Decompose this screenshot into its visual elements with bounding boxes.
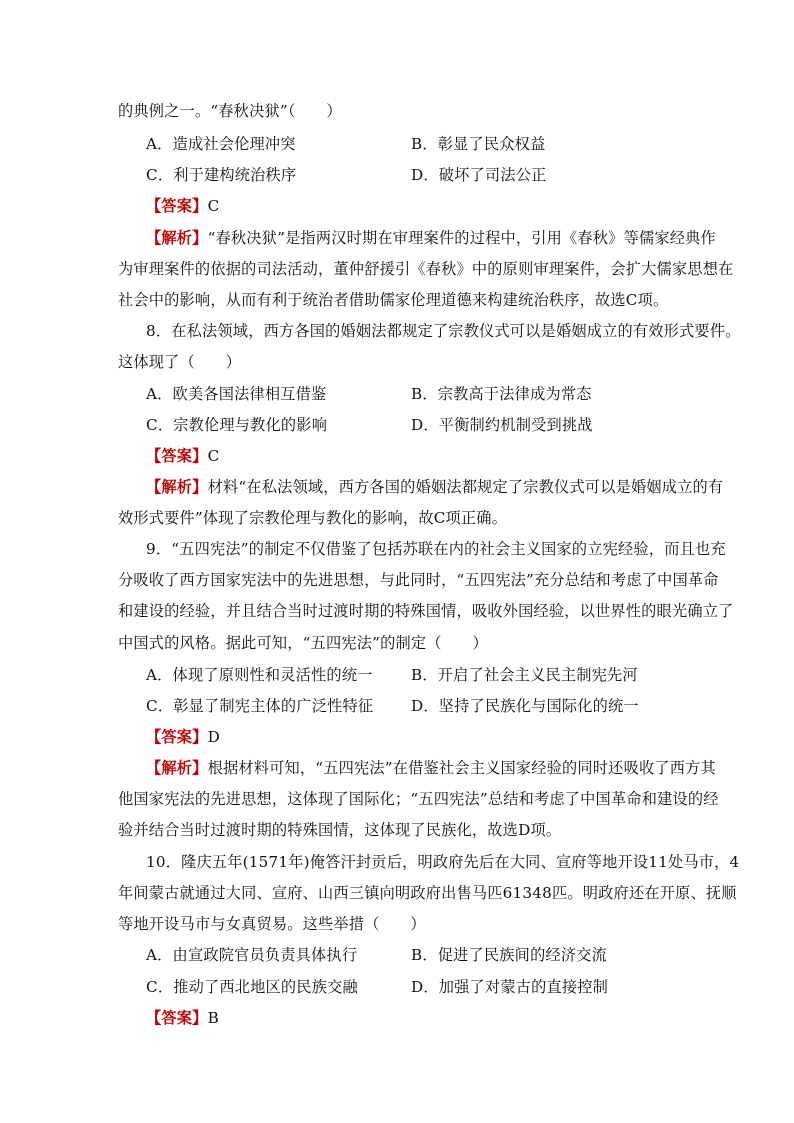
q10-stem-line-2: 年间蒙古就通过大同、宣府、山西三镇向明政府出售马匹61348匹。明政府还在开原、抚顺	[118, 884, 737, 902]
analysis-text: 材料“在私法领域，西方各国的婚姻法都规定了宗教仪式可以是婚姻成立的有	[207, 478, 724, 496]
q7-option-b: B．彰显了民众权益	[411, 135, 546, 153]
q9-analysis-line-1	[146, 757, 716, 779]
q7-option-c: C．利于建构统治秩序	[146, 166, 297, 184]
q8-analysis-line-1	[146, 476, 723, 498]
analysis-tag: 【解析】	[146, 759, 208, 777]
q10-answer	[146, 1007, 219, 1029]
q9-stem-line-3: 和建设的经验，并且结合当时过渡时期的特殊国情，吸收外国经验，以世界性的眼光确立了	[118, 602, 734, 620]
answer-value: C	[207, 197, 220, 215]
analysis-text: 根据材料可知，“五四宪法”在借鉴社会主义国家经验的同时还吸收了西方其	[207, 759, 716, 777]
q9-option-a: A．体现了原则性和灵活性的统一	[146, 666, 373, 684]
q7-analysis-line-3: 社会中的影响，从而有利于统治者借助儒家伦理道德来构建统治秩序，故选C项。	[118, 291, 669, 309]
q9-option-b: B．开启了社会主义民主制宪先河	[411, 666, 638, 684]
answer-value: B	[207, 1009, 219, 1027]
q10-option-d: D．加强了对蒙古的直接控制	[411, 978, 609, 996]
analysis-text: “春秋决狱”是指两汉时期在审理案件的过程中，引用《春秋》等儒家经典作	[207, 229, 716, 247]
q10-option-a: A．由宣政院官员负责具体执行	[146, 946, 358, 964]
answer-value: D	[207, 728, 220, 746]
analysis-tag: 【解析】	[146, 478, 208, 496]
analysis-tag: 【解析】	[146, 229, 208, 247]
answer-tag: 【答案】	[146, 728, 208, 746]
q7-option-a: A．造成社会伦理冲突	[146, 135, 296, 153]
q8-stem-line-1: 8．在私法领域，西方各国的婚姻法都规定了宗教仪式可以是婚姻成立的有效形式要件。	[146, 322, 741, 340]
q10-option-b: B．促进了民族间的经济交流	[411, 946, 608, 964]
q9-stem-line-2: 分吸收了西方国家宪法中的先进思想，与此同时，“五四宪法”充分总结和考虑了中国革命	[118, 571, 719, 589]
answer-tag: 【答案】	[146, 447, 208, 465]
q8-option-c: C．宗教伦理与教化的影响	[146, 416, 328, 434]
q9-answer	[146, 726, 220, 748]
q8-analysis-line-2: 效形式要件”体现了宗教伦理与教化的影响，故C项正确。	[118, 509, 508, 527]
q9-stem-line-1: 9．“五四宪法”的制定不仅借鉴了包括苏联在内的社会主义国家的立宪经验，而且也充	[146, 540, 726, 558]
q7-stem: 的典例之一。“春秋决狱”（ ）	[118, 102, 342, 120]
q9-analysis-line-2: 他国家宪法的先进思想，这体现了国际化；“五四宪法”总结和考虑了中国革命和建设的经	[118, 790, 719, 808]
q9-option-c: C．彰显了制宪主体的广泛性特征	[146, 697, 374, 715]
q10-option-c: C．推动了西北地区的民族交融	[146, 978, 358, 996]
q10-stem-line-3: 等地开设马市与女真贸易。这些举措（ ）	[118, 915, 426, 933]
q8-option-a: A．欧美各国法律相互借鉴	[146, 385, 327, 403]
q9-stem-line-4: 中国式的风格。据此可知，“五四宪法”的制定（ ）	[118, 634, 488, 652]
q9-option-d: D．坚持了民族化与国际化的统一	[411, 697, 639, 715]
q9-analysis-line-3: 验并结合当时过渡时期的特殊国情，这体现了民族化，故选D项。	[118, 821, 562, 839]
answer-value: C	[207, 447, 220, 465]
q8-stem-line-2: 这体现了（ ）	[118, 353, 242, 371]
q8-option-d: D．平衡制约机制受到挑战	[411, 416, 593, 434]
q7-answer	[146, 195, 219, 217]
answer-tag: 【答案】	[146, 197, 208, 215]
q7-analysis-line-1	[146, 227, 716, 249]
q7-option-d: D．破坏了司法公正	[411, 166, 547, 184]
q8-answer	[146, 445, 219, 467]
q8-option-b: B．宗教高于法律成为常态	[411, 385, 592, 403]
q7-analysis-line-2: 为审理案件的依据的司法活动，董仲舒援引《春秋》中的原则审理案件，会扩大儒家思想在	[118, 260, 734, 278]
q10-stem-line-1: 10．隆庆五年(1571年)俺答汗封贡后，明政府先后在大同、宣府等地开设11处马市，4	[146, 853, 740, 871]
answer-tag: 【答案】	[146, 1009, 208, 1027]
